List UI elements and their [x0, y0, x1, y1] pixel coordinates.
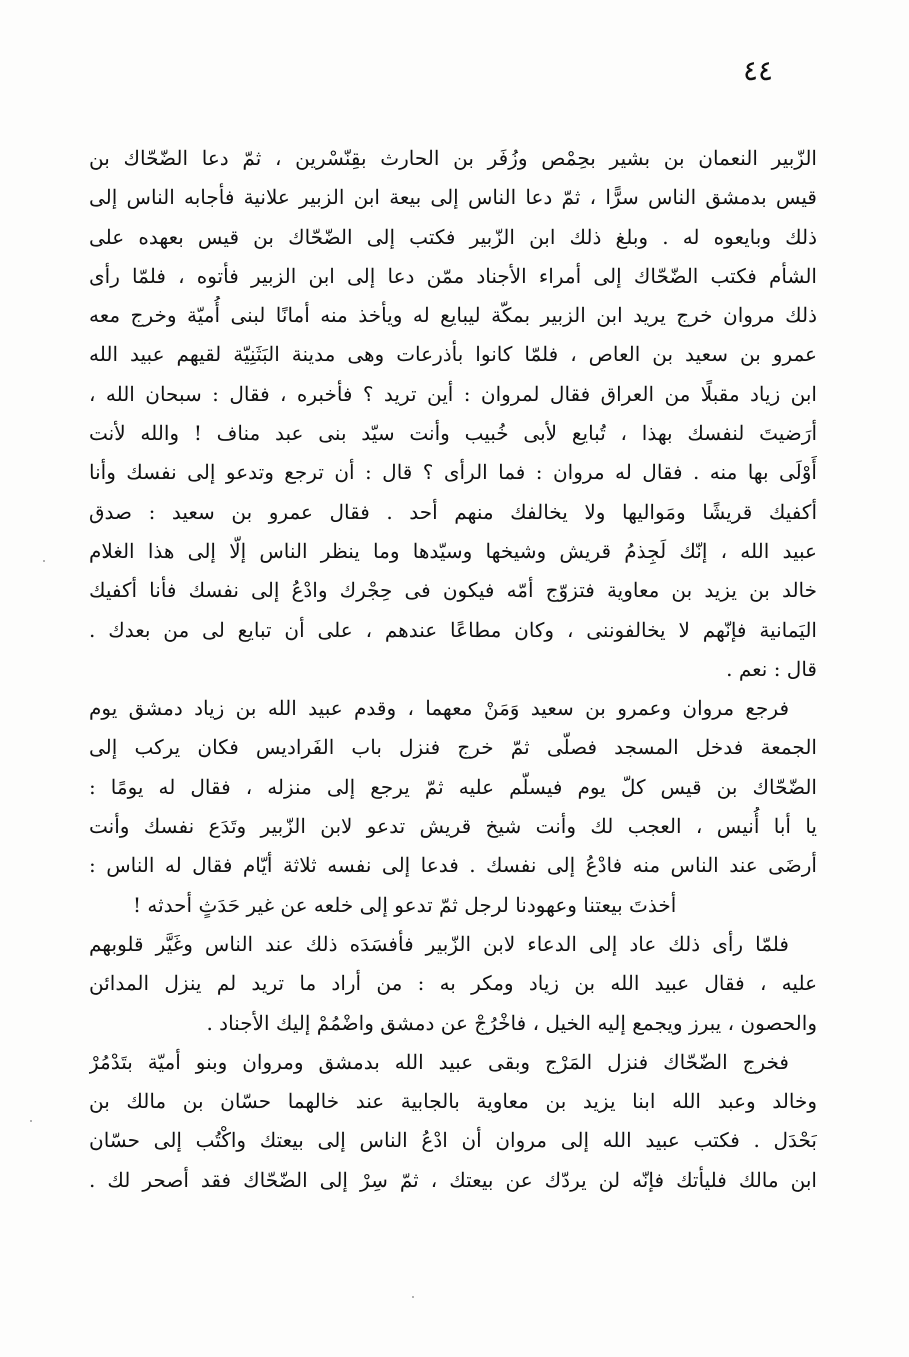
text-line: وخالد وعبد الله ابنا يزيد بن معاوية بالجابية عند خالهما حسّان بن مالك بن	[89, 1089, 817, 1114]
page-number: ٤٤	[742, 54, 774, 87]
text-line: عبيد الله ، إنّك لَجِذمُ قريش وشيخها وسيّدها وما ينظر الناس إلّا إلى هذا الغلام	[89, 538, 817, 563]
text-line: أَوْلَى بها منه . فقال له مروان : فما الرأى ؟ قال : أن ترجع وتدعو إلى نفسك وأنا	[89, 460, 817, 485]
text-line: أكفيك قريشًا ومَواليها ولا يخالفك منهم أحد . فقال عمرو بن سعيد : صدق	[89, 499, 817, 524]
text-line: يا أبا أُنيس ، العجب لك وأنت شيخ قريش تدعو لابن الزّبير وتَدَع نفسك وأنت	[89, 814, 817, 839]
text-line: أرضَى عند الناس منه فادْعُ إلى نفسك . فدعا إلى نفسه ثلاثة أيّام فقال له الناس :	[89, 853, 817, 878]
text-line: اليَمانية فإنّهم لا يخالفوننى ، وكان مطاعًا عندهم ، على أن تبايع لى من بعدك .	[89, 617, 817, 642]
scan-speck	[43, 560, 45, 562]
text-line: فرجع مروان وعمرو بن سعيد وَمَنْ معهما ، وقدم عبيد الله بن زياد دمشق يوم	[89, 696, 789, 721]
text-line: ابن زياد مقبلًا من العراق فقال لمروان : أين تريد ؟ فأخبره ، فقال : سبحان الله ،	[89, 381, 817, 406]
text-line: خالد بن يزيد بن معاوية فتزوّج أمّه فيكون فى حِجْرك وادْعُ إلى نفسك فأنا أكفيك	[89, 578, 817, 603]
text-line: أرَضيتَ لنفسك بهذا ، تُبايع لأبى خُبيب وأنت سيّد بنى عبد مناف ! والله لأنت	[89, 421, 817, 446]
text-line: عمرو بن سعيد بن العاص ، فلمّا كانوا بأذرعات وهى مدينة البَثَنِيّة لقيهم عبيد الله	[89, 342, 817, 367]
text-line: بَحْدَل . فكتب عبيد الله إلى مروان أن ادْعُ الناس إلى بيعتك واكْتُب إلى حسّان	[89, 1128, 817, 1153]
scan-speck	[30, 1120, 32, 1122]
text-line: قيس بدمشق الناس سرًّا ، ثمّ دعا الناس إلى بيعة ابن الزبير علانية فأجابه الناس إلى	[89, 185, 817, 210]
text-line: ابن مالك فليأتك فإنّه لن يردّك عن بيعتك ، ثمّ سِرْ إلى الضّحّاك فقد أصحر لك .	[89, 1167, 817, 1192]
text-line: قال : نعم .	[726, 656, 817, 681]
text-line: الضّحّاك بن قيس كلّ يوم فيسلّم عليه ثمّ يرجع إلى منزله ، فقال له يومًا :	[89, 774, 817, 799]
text-line: ذلك مروان خرج يريد ابن الزبير بمكّة ليبايع له ويأخذ منه أمانًا لبنى أُميّة وخرج معه	[89, 303, 817, 328]
text-line: فلمّا رأى ذلك عاد إلى الدعاء لابن الزّبير فأفسَدَه ذلك عند الناس وغَيَّر قلوبهم	[89, 931, 789, 956]
scan-speck	[412, 1296, 414, 1298]
text-line: فخرج الضّحّاك فنزل المَرْج وبقى عبيد الله بدمشق ومروان وبنو أميّة بتَدْمُرْ	[89, 1049, 789, 1074]
body-text	[89, 139, 817, 1200]
text-line: ذلك وبايعوه له . وبلغ ذلك ابن الزّبير فكتب إلى الضّحّاك بن قيس بعهده على	[89, 224, 817, 249]
text-line: أخذتَ بيعتنا وعهودنا لرجل ثمّ تدعو إلى خلعه عن غير حَدَثٍ أحدثه !	[133, 892, 677, 917]
text-line: والحصون ، يبرز ويجمع إليه الخيل ، فاخْرُجْ عن دمشق واضْمُمْ إليك الأجناد .	[206, 1010, 817, 1035]
text-line: الشأم فكتب الضّحّاك إلى أمراء الأجناد ممّن دعا إلى ابن الزبير فأتوه ، فلمّا رأى	[89, 263, 817, 288]
text-line: عليه ، فقال عبيد الله بن زياد ومكر به : من أراد ما تريد لم ينزل المدائن	[89, 971, 817, 996]
text-line: الزّبير النعمان بن بشير بحِمْص وزُفَر بن الحارث بقِنّسْرين ، ثمّ دعا الضّحّاك بن	[89, 146, 817, 170]
text-line: الجمعة فدخل المسجد فصلّى ثمّ خرج فنزل باب الفَراديس فكان يركب إلى	[89, 735, 817, 760]
